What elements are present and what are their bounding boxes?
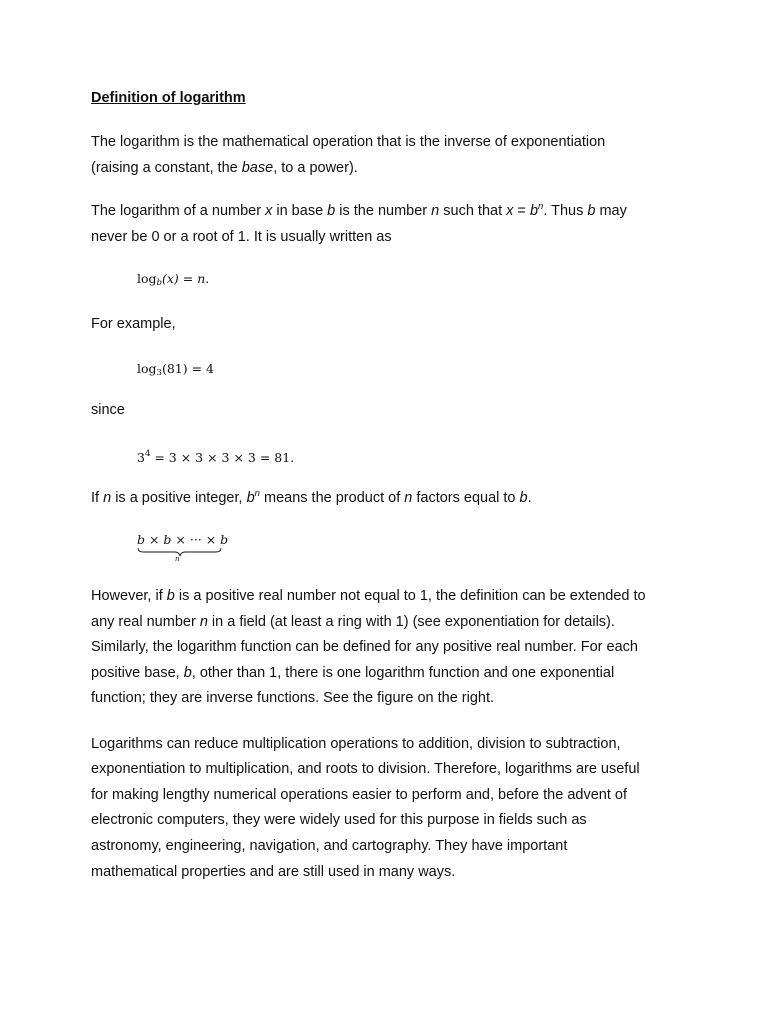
paragraph-2-line-2: never be 0 or a root of 1. It is usually written as: [91, 229, 392, 245]
paragraph-1-line-1: The logarithm is the mathematical operation that is the inverse of exponentiation: [91, 134, 606, 150]
paragraph-5-line-6: mathematical properties and are still used in many ways.: [91, 864, 456, 880]
paragraph-3: If n is a positive integer, $b^n$ means the product of n factors equal to b.: [91, 488, 532, 506]
paragraph-5-line-5: astronomy, engineering, navigation, and cartography. They have important: [91, 838, 568, 854]
paragraph-5-line-1: Logarithms can reduce multiplication operations to addition, division to subtraction,: [91, 736, 621, 752]
formula-underbrace-product: [137, 532, 227, 568]
paragraph-5-line-3: for making lengthy numerical operations easier to perform and, before the advent of: [91, 787, 627, 803]
formula-power-product: $3^4 = 3 \times 3 \times 3 \times 3 = 81$.: [137, 449, 295, 465]
paragraph-4-line-4: positive base, b, other than 1, there is one logarithm function and one exponential: [91, 665, 615, 681]
paragraph-5-line-2: exponentiation to multiplication, and roots to division. Therefore, logarithms are useful: [91, 761, 640, 777]
since-label: since: [91, 402, 125, 418]
paragraph-4-line-1: However, if b is a positive real number not equal to 1, the definition can be extended to: [91, 588, 646, 604]
section-heading: Definition of logarithm: [91, 90, 246, 106]
formula-log-definition: $\log_b(x) = n$.: [137, 271, 210, 288]
paragraph-4-line-5: function; they are inverse functions. See the figure on the right.: [91, 690, 495, 706]
formula-log3-81: $\log_3(81) = 4$: [137, 361, 214, 378]
paragraph-4-line-3: Similarly, the logarithm function can be defined for any positive real number. For each: [91, 639, 638, 655]
for-example-label: For example,: [91, 316, 176, 332]
paragraph-1-line-2: (raising a constant, the base, to a power).: [91, 160, 358, 176]
underbrace-expression: b × b × ··· × b: [137, 532, 229, 547]
underbrace-label: n: [175, 555, 180, 563]
paragraph-5-line-4: electronic computers, they were widely used for this purpose in fields such as: [91, 812, 587, 828]
paragraph-2-line-1: The logarithm of a number x in base b is the number n such that $x = b^n$. Thus b may: [91, 201, 627, 219]
underbrace-icon: [137, 547, 223, 557]
paragraph-4-line-2: any real number n in a field (at least a ring with 1) (see exponentiation for details).: [91, 614, 615, 630]
